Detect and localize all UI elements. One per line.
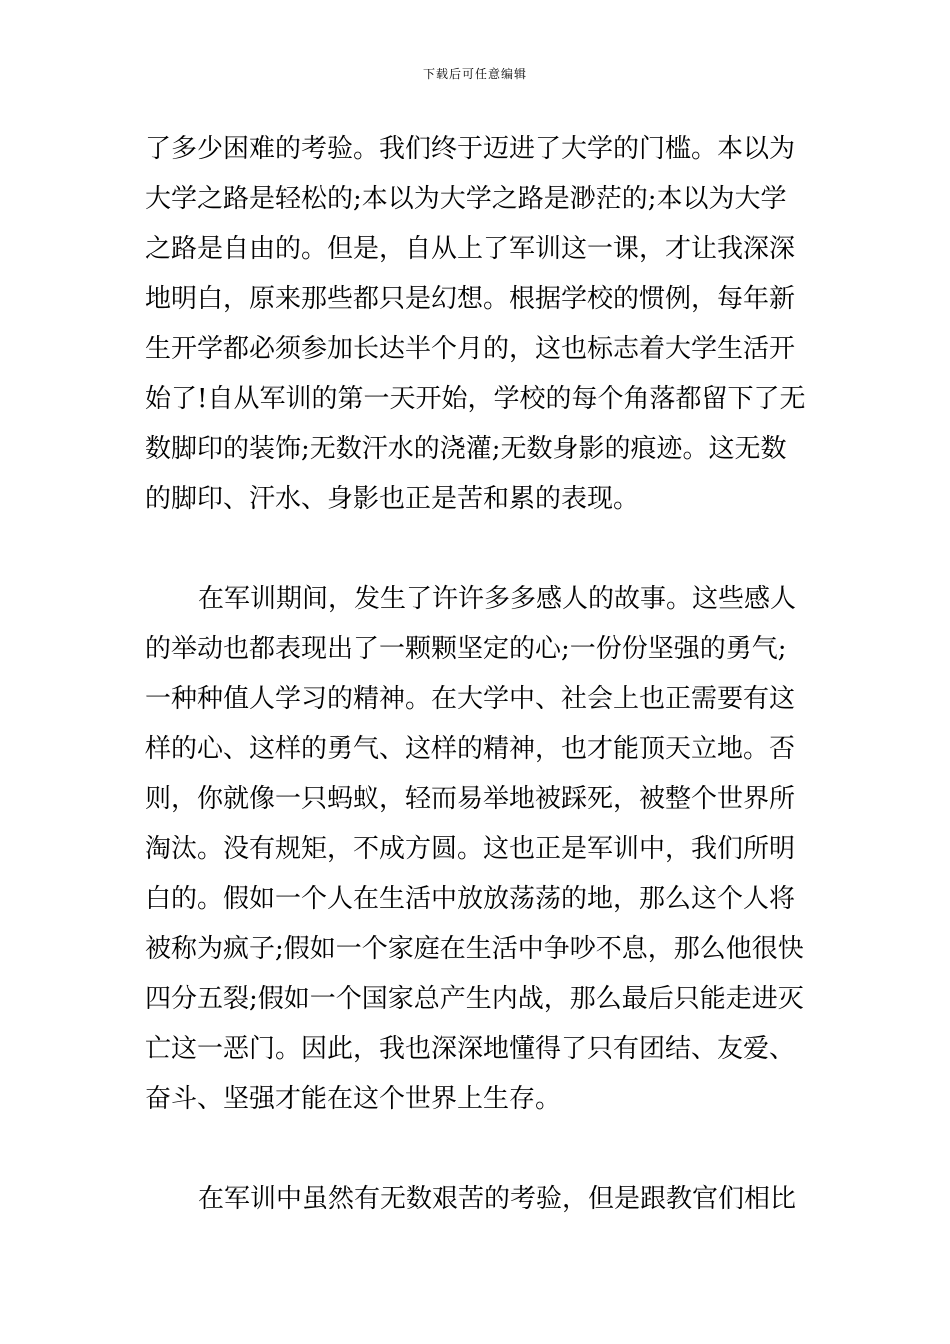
text-line: 样的心、这样的勇气、这样的精神，也才能顶天立地。否 [145, 734, 796, 764]
text-line: 在军训中虽然有无数艰苦的考验，但是跟教官们相比 [198, 1184, 797, 1214]
text-line: 亡这一恶门。因此，我也深深地懂得了只有团结、友爱、 [145, 1034, 796, 1064]
text-line: 之路是自由的。但是，自从上了军训这一课，才让我深深 [145, 234, 796, 264]
page-header: 下载后可任意编辑 [422, 67, 527, 81]
text-line: 则，你就像一只蚂蚁，轻而易举地被踩死，被整个世界所 [145, 784, 796, 814]
paragraph-gap [145, 1124, 810, 1174]
text-line: 一种种值人学习的精神。在大学中、社会上也正需要有这 [145, 684, 796, 714]
text-line: 淘汰。没有规矩，不成方圆。这也正是军训中，我们所明 [145, 834, 796, 864]
text-line: 数脚印的装饰;无数汗水的浇灌;无数身影的痕迹。这无数 [145, 434, 787, 464]
text-line: 了多少困难的考验。我们终于迈进了大学的门槛。本以为 [145, 134, 796, 164]
text-line: 奋斗、坚强才能在这个世界上生存。 [145, 1084, 562, 1114]
text-line: 的脚印、汗水、身影也正是苦和累的表现。 [145, 484, 640, 514]
text-line: 四分五裂;假如一个国家总产生内战，那么最后只能走进灭 [145, 984, 804, 1014]
text-line: 大学之路是轻松的;本以为大学之路是渺茫的;本以为大学 [145, 184, 787, 214]
text-line: 白的。假如一个人在生活中放放荡荡的地，那么这个人将 [145, 884, 796, 914]
paragraph-gap [145, 524, 810, 574]
body-text [145, 124, 810, 1224]
text-line: 地明白，原来那些都只是幻想。根据学校的惯例，每年新 [145, 284, 796, 314]
text-line: 被称为疯子;假如一个家庭在生活中争吵不息，那么他很快 [145, 934, 804, 964]
text-line: 生开学都必须参加长达半个月的，这也标志着大学生活开 [145, 334, 796, 364]
text-line: 的举动也都表现出了一颗颗坚定的心;一份份坚强的勇气; [145, 634, 787, 664]
text-line: 始了!自从军训的第一天开始，学校的每个角落都留下了无 [145, 384, 806, 414]
text-line: 在军训期间，发生了许许多多感人的故事。这些感人 [198, 584, 797, 614]
